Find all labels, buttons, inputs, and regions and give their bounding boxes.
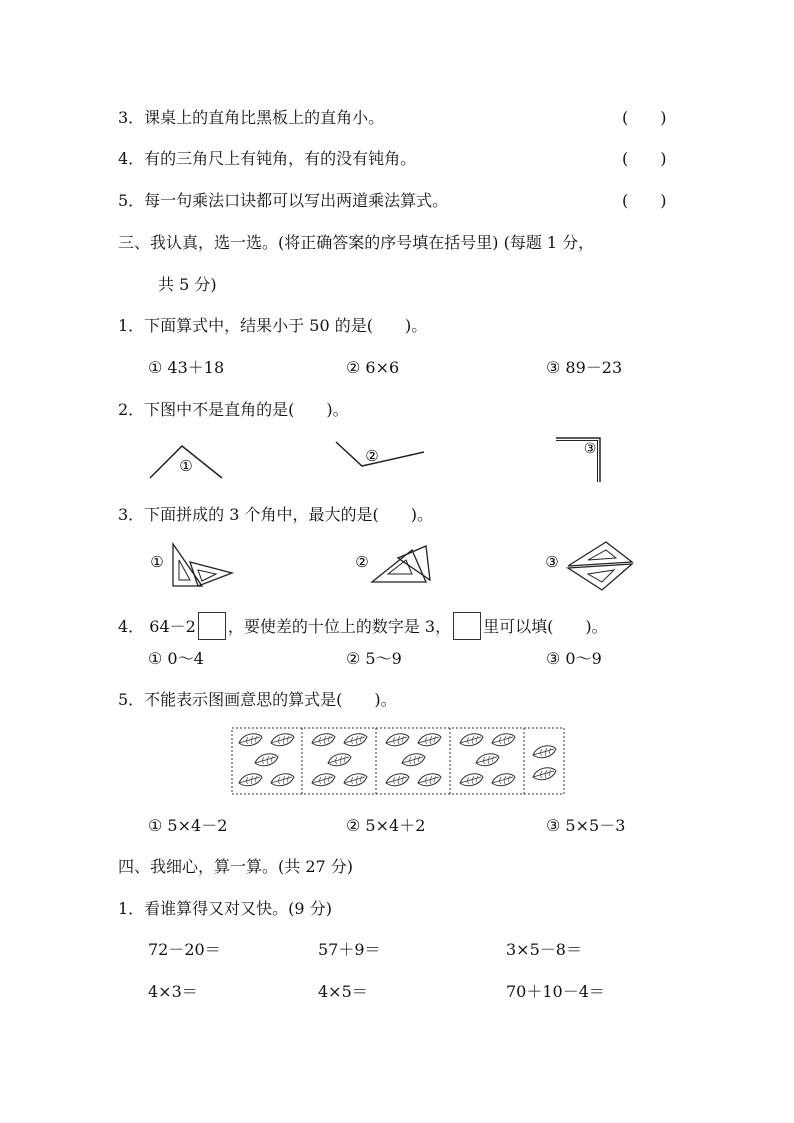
choice-q4-stem-part-c: 里可以填( )。	[483, 617, 608, 636]
set-square-figure-1[interactable]	[150, 544, 232, 586]
choice-q5-stem: 5．不能表示图画意思的算式是( )。	[118, 690, 397, 709]
angle-figure-1[interactable]	[150, 446, 222, 478]
choice-q4-option-3[interactable]: ③ 0～9	[546, 649, 602, 668]
judge-q3: 3．课桌上的直角比黑板上的直角小。	[118, 108, 385, 127]
set-square-figure-3[interactable]	[545, 542, 632, 590]
leaf-group-4	[460, 728, 524, 794]
svg-text:②: ②	[365, 447, 379, 465]
choice-q4-stem-part-a: 4． 64－2	[118, 617, 196, 636]
answer-paren[interactable]: ( )	[622, 108, 667, 127]
section3-title-cont: 共 5 分)	[158, 275, 217, 294]
choice-q1-option-2[interactable]: ② 6×6	[346, 358, 400, 377]
calc-item[interactable]: 57＋9＝	[318, 940, 381, 959]
leaf-group-5	[533, 746, 556, 780]
calc-item[interactable]: 70＋10－4＝	[506, 982, 605, 1001]
judge-q5: 5．每一句乘法口诀都可以写出两道乘法算式。	[118, 191, 449, 210]
choice-q5-option-2[interactable]: ② 5×4＋2	[346, 816, 426, 835]
section4-title: 四、我细心，算一算。(共 27 分)	[118, 857, 354, 876]
angle-figure-2[interactable]	[336, 442, 424, 466]
choice-q4-option-1[interactable]: ① 0～4	[148, 649, 204, 668]
calc-item[interactable]: 72－20＝	[148, 940, 221, 959]
set-square-figures	[140, 536, 640, 594]
choice-q4-option-2[interactable]: ② 5～9	[346, 649, 402, 668]
choice-q1-stem: 1．下面算式中，结果小于 50 的是( )。	[118, 316, 428, 335]
svg-text:①: ①	[179, 457, 193, 475]
choice-q5-option-1[interactable]: ① 5×4－2	[148, 816, 228, 835]
svg-text:③: ③	[583, 441, 597, 457]
choice-q1-option-3[interactable]: ③ 89－23	[546, 358, 623, 377]
set-square-figure-2[interactable]	[355, 546, 430, 582]
answer-paren[interactable]: ( )	[622, 149, 667, 168]
calc-item[interactable]: 4×5＝	[318, 982, 368, 1001]
choice-q1-option-1[interactable]: ① 43＋18	[148, 358, 225, 377]
calc-item[interactable]: 4×3＝	[148, 982, 198, 1001]
angle-figures	[140, 432, 620, 488]
svg-text:③: ③	[545, 553, 559, 571]
choice-q4-stem	[118, 612, 608, 640]
angle-figure-3[interactable]	[556, 438, 600, 482]
leaf-group-2	[312, 728, 376, 794]
calc-q1-stem: 1．看谁算得又对又快。(9 分)	[118, 899, 332, 918]
leaf-picture	[230, 726, 566, 796]
judge-q4: 4．有的三角尺上有钝角，有的没有钝角。	[118, 149, 417, 168]
calc-item[interactable]: 3×5－8＝	[506, 940, 582, 959]
leaf-group-3	[386, 728, 450, 794]
choice-q2-stem: 2．下图中不是直角的是( )。	[118, 400, 349, 419]
svg-text:②: ②	[355, 553, 369, 571]
blank-box[interactable]	[453, 612, 481, 640]
svg-text:①: ①	[150, 553, 164, 571]
answer-paren[interactable]: ( )	[622, 191, 667, 210]
blank-box[interactable]	[198, 612, 226, 640]
section3-title: 三、我认真，选一选。(将正确答案的序号填在括号里) (每题 1 分，	[118, 233, 595, 252]
choice-q5-option-3[interactable]: ③ 5×5－3	[546, 816, 626, 835]
choice-q4-stem-part-b: ，要使差的十位上的数字是 3，	[227, 617, 452, 636]
choice-q3-stem: 3．下面拼成的 3 个角中，最大的是( )。	[118, 505, 434, 524]
leaf-group-1	[239, 728, 302, 794]
